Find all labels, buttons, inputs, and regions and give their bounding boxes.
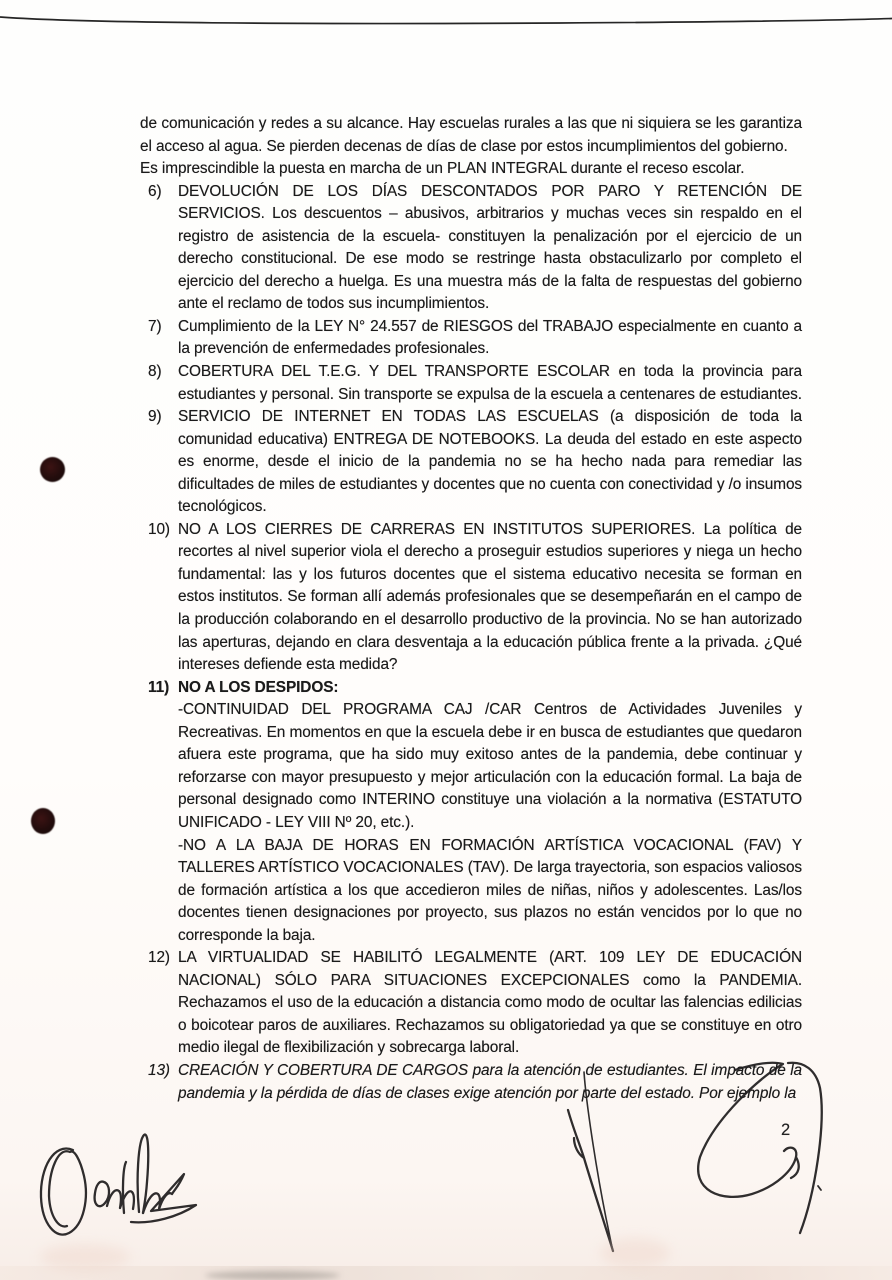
list-item-6 (140, 181, 802, 316)
item-text: NO A LOS CIERRES DE CARRERAS EN INSTITUTOS SUPERIORES. La política de recortes al nivel superior viola el derecho a proseguir estudios superiores y niega un hecho fundamental: las y los futuros docentes que el sistema educativo necesita se forman en estos institutos. Se forman allí además profesionales que se desempeñarán en el campo de la producción colaborando en el desarrollo productivo de la provincia. No se han autorizado las aperturas, dejando en clara desventaja a la educación pública frente a la privada. ¿Qué intereses defiende esta medida? (178, 520, 802, 674)
scan-bottom-edge (0, 1266, 892, 1280)
item-number: 8) (148, 363, 162, 381)
punch-hole-bottom (31, 808, 55, 834)
item-text (178, 677, 802, 948)
list-item-12 (140, 947, 802, 1060)
list-item-10 (140, 519, 802, 677)
scan-blot (40, 1244, 130, 1270)
signature-left (41, 1135, 196, 1235)
scan-smudge (205, 1271, 340, 1280)
item-text: CREACIÓN Y COBERTURA DE CARGOS para la atención de estudiantes. El impacto de la pandemia y la pérdida de días de clases exige atención por parte del estado. Por ejemplo la (178, 1061, 802, 1102)
item-11-heading: NO A LOS DESPIDOS: (178, 678, 339, 696)
item-number: 13) (148, 1061, 170, 1079)
item-number: 9) (148, 408, 162, 426)
item-number: 12) (148, 949, 170, 967)
paragraph-plan-integral: Es imprescindible la puesta en marcha de un PLAN INTEGRAL durante el receso escolar. (140, 160, 745, 178)
scan-blot (600, 1238, 670, 1268)
item-number: 6) (148, 182, 162, 200)
item-text: Cumplimiento de la LEY N° 24.557 de RIESGOS del TRABAJO especialmente en cuanto a la prevención de enfermedades profesionales. (178, 317, 802, 358)
list-item-11 (140, 677, 802, 948)
list-item-13 (140, 1060, 802, 1105)
item-number: 10) (148, 520, 170, 538)
paragraph-continuation: de comunicación y redes a su alcance. Hay escuelas rurales a las que ni siquiera se les garantiza el acceso al agua. Se pierden decenas de días de clase por estos incumplimientos del gobierno. (140, 115, 802, 155)
item-number: 7) (148, 317, 162, 335)
item-number: 11) (148, 678, 170, 696)
item-11-sub1: -CONTINUIDAD DEL PROGRAMA CAJ /CAR Centros de Actividades Juveniles y Recreativas. En momentos en que la escuela debe ir en busca de estudiantes que quedaron afuera este programa, que ha sido muy exitoso antes de la pandemia, debe continuar y reforzarse con mayor presupuesto y mejor articulación con la educación formal. La baja de personal designado como INTERINO constituye una violación a la normativa (ESTATUTO UNIFICADO - LEY VIII Nº 20, etc.). (178, 701, 802, 831)
document-body (140, 113, 802, 1105)
item-11-sub2: -NO A LA BAJA DE HORAS EN FORMACIÓN ARTÍSTICA VOCACIONAL (FAV) Y TALLERES ARTÍSTICO VOCACIONALES (TAV). De larga trayectoria, son espacios valiosos de formación artística a los que accedieron miles de niñas, niños y adolescentes. Las/los docentes tienen designaciones por proyecto, sus plazos no están vencidos por lo que no corresponde la baja. (178, 836, 802, 944)
item-text: DEVOLUCIÓN DE LOS DÍAS DESCONTADOS POR PARO Y RETENCIÓN DE SERVICIOS. Los descuentos – abusivos, arbitrarios y muchas veces sin respaldo en el registro de asistencia de la escuela- constituyen la penalización por el ejercicio de un derecho constitucional. De ese modo se restringe hasta obstaculizarlo por completo el ejercicio del derecho a huelga. Es una muestra más de la falta de respuestas del gobierno ante el reclamo de todos sus incumplimientos. (178, 182, 802, 313)
page-number: 2 (781, 1121, 791, 1139)
item-text: SERVICIO DE INTERNET EN TODAS LAS ESCUELAS (a disposición de toda la comunidad educativa) ENTREGA DE NOTEBOOKS. La deuda del estado en este aspecto es enorme, desde el inicio de la pandemia no se ha hecho nada para remediar las dificultades de miles de estudiantes y docentes que no cuenta con conectividad y /o insumos tecnológicos. (178, 408, 803, 516)
item-text: COBERTURA DEL T.E.G. Y DEL TRANSPORTE ESCOLAR en toda la provincia para estudiantes y personal. Sin transporte se expulsa de la escuela a centenares de estudiantes. (178, 363, 802, 403)
punch-hole-top (40, 457, 65, 482)
list-item-8 (140, 361, 802, 406)
list-item-7 (140, 316, 802, 361)
list-item-9 (140, 406, 802, 519)
item-text: LA VIRTUALIDAD SE HABILITÓ LEGALMENTE (ART. 109 LEY DE EDUCACIÓN NACIONAL) SÓLO PARA SITUACIONES EXCEPCIONALES como la PANDEMIA. Rechazamos el uso de la educación a distancia como modo de ocultar las falencias edilicias o boicotear paros de auxiliares. Rechazamos su obligatoriedad ya que se constituye en otro medio ilegal de flexibilización y sobrecarga laboral. (178, 949, 802, 1057)
